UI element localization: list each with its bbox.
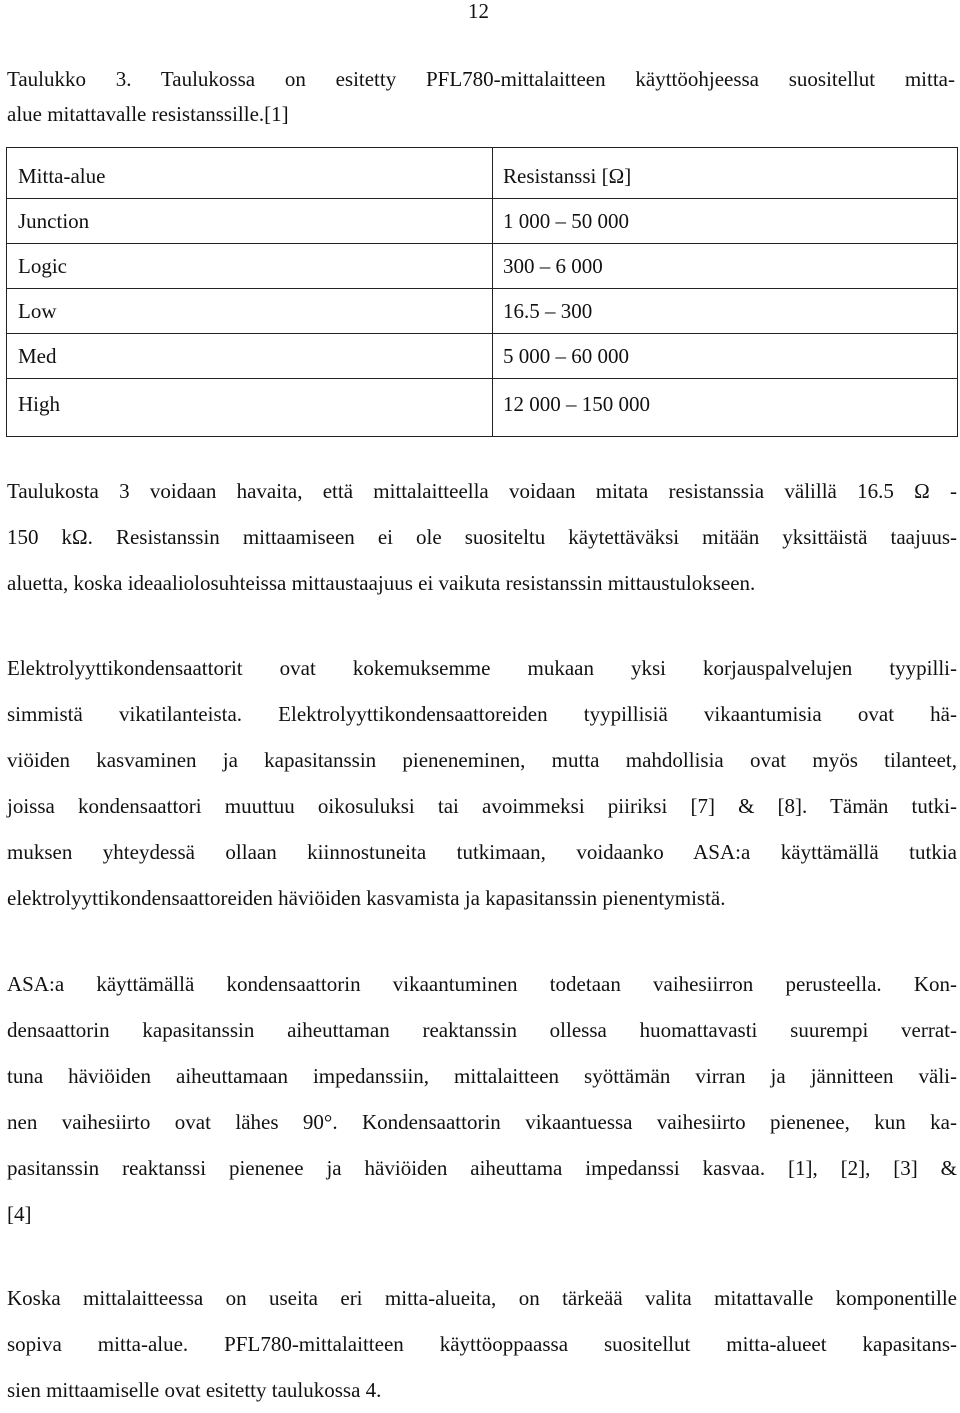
paragraph-phase-shift	[7, 961, 957, 1237]
paragraph-line: muksen yhteydessä ollaan kiinnostuneita tutkimaan, voidaanko ASA:a käyttämällä tutkia	[7, 840, 957, 864]
table-cell-range: Low	[7, 289, 493, 334]
table-header-row	[7, 148, 958, 199]
paragraph-line: sopiva mitta-alue. PFL780-mittalaitteen käyttöoppaassa suositellut mitta-alueet kapasitans-	[7, 1332, 957, 1356]
table-row	[7, 244, 958, 289]
table-cell-range: High	[7, 379, 493, 437]
table-cell-resistance: 300 – 6 000	[493, 244, 958, 289]
page-number: 12	[468, 0, 489, 23]
paragraph-line: tuna häviöiden aiheuttamaan impedanssiin, mittalaitteen syöttämän virran ja jännitteen väli-	[7, 1064, 957, 1088]
paragraph-line: Elektrolyyttikondensaattorit ovat kokemuksemme mukaan yksi korjauspalvelujen tyypilli-	[7, 656, 957, 680]
paragraph-line: simmistä vikatilanteista. Elektrolyyttikondensaattoreiden tyypillisiä vikaantumisia ovat hä-	[7, 702, 957, 726]
paragraph-line: sien mittaamiselle ovat esitetty taulukossa 4.	[7, 1378, 382, 1402]
paragraph-resistance-summary	[7, 468, 957, 606]
paragraph-line: joissa kondensaattori muuttuu oikosuluksi tai avoimmeksi piiriksi [7] & [8]. Tämän tutki-	[7, 794, 957, 818]
paragraph-line: elektrolyyttikondensaattoreiden häviöiden kasvamista ja kapasitanssin pienentymistä.	[7, 886, 726, 910]
paragraph-line: aluetta, koska ideaaliolosuhteissa mittaustaajuus ei vaikuta resistanssin mittaustulokseen.	[7, 571, 756, 595]
resistance-range-table	[6, 147, 958, 437]
paragraph-line: pasitanssin reaktanssi pienenee ja häviöiden aiheuttama impedanssi kasvaa. [1], [2], [3] &	[7, 1156, 957, 1180]
table-cell-range: Med	[7, 334, 493, 379]
paragraph-line: Taulukosta 3 voidaan havaita, että mittalaitteella voidaan mitata resistanssia välillä 16.5 Ω -	[7, 479, 957, 503]
table-cell-resistance: 12 000 – 150 000	[493, 379, 958, 437]
table-row	[7, 289, 958, 334]
paragraph-line: densaattorin kapasitanssin aiheuttaman reaktanssin ollessa huomattavasti suurempi verrat-	[7, 1018, 957, 1042]
paragraph-line: Koska mittalaitteessa on useita eri mitta-alueita, on tärkeää valita mitattavalle komponentille	[7, 1286, 957, 1310]
caption-line: Taulukko 3. Taulukossa on esitetty PFL780-mittalaitteen käyttöohjeessa suositellut mitta-	[7, 67, 955, 91]
header-measurement-range: Mitta-alue	[7, 148, 493, 199]
paragraph-line: nen vaihesiirto ovat lähes 90°. Kondensaattorin vikaantuessa vaihesiirto pienenee, kun ka-	[7, 1110, 957, 1134]
table-cell-range: Junction	[7, 199, 493, 244]
table-caption	[7, 62, 955, 132]
caption-line: alue mitattavalle resistanssille.[1]	[7, 102, 289, 126]
paragraph-line: viöiden kasvaminen ja kapasitanssin pieneneminen, mutta mahdollisia ovat myös tilanteet,	[7, 748, 957, 772]
table-row	[7, 334, 958, 379]
paragraph-line: 150 kΩ. Resistanssin mittaamiseen ei ole suositeltu käytettäväksi mitään yksittäistä taajuus-	[7, 525, 957, 549]
paragraph-capacitor-faults	[7, 645, 957, 921]
table-cell-resistance: 1 000 – 50 000	[493, 199, 958, 244]
table-cell-resistance: 16.5 – 300	[493, 289, 958, 334]
paragraph-line: [4]	[7, 1202, 32, 1226]
paragraph-line: ASA:a käyttämällä kondensaattorin vikaantuminen todetaan vaihesiirron perusteella. Kon-	[7, 972, 957, 996]
table-cell-resistance: 5 000 – 60 000	[493, 334, 958, 379]
table-row	[7, 199, 958, 244]
paragraph-measurement-ranges	[7, 1275, 957, 1413]
table-cell-range: Logic	[7, 244, 493, 289]
header-resistance: Resistanssi [Ω]	[493, 148, 958, 199]
table-row	[7, 379, 958, 437]
